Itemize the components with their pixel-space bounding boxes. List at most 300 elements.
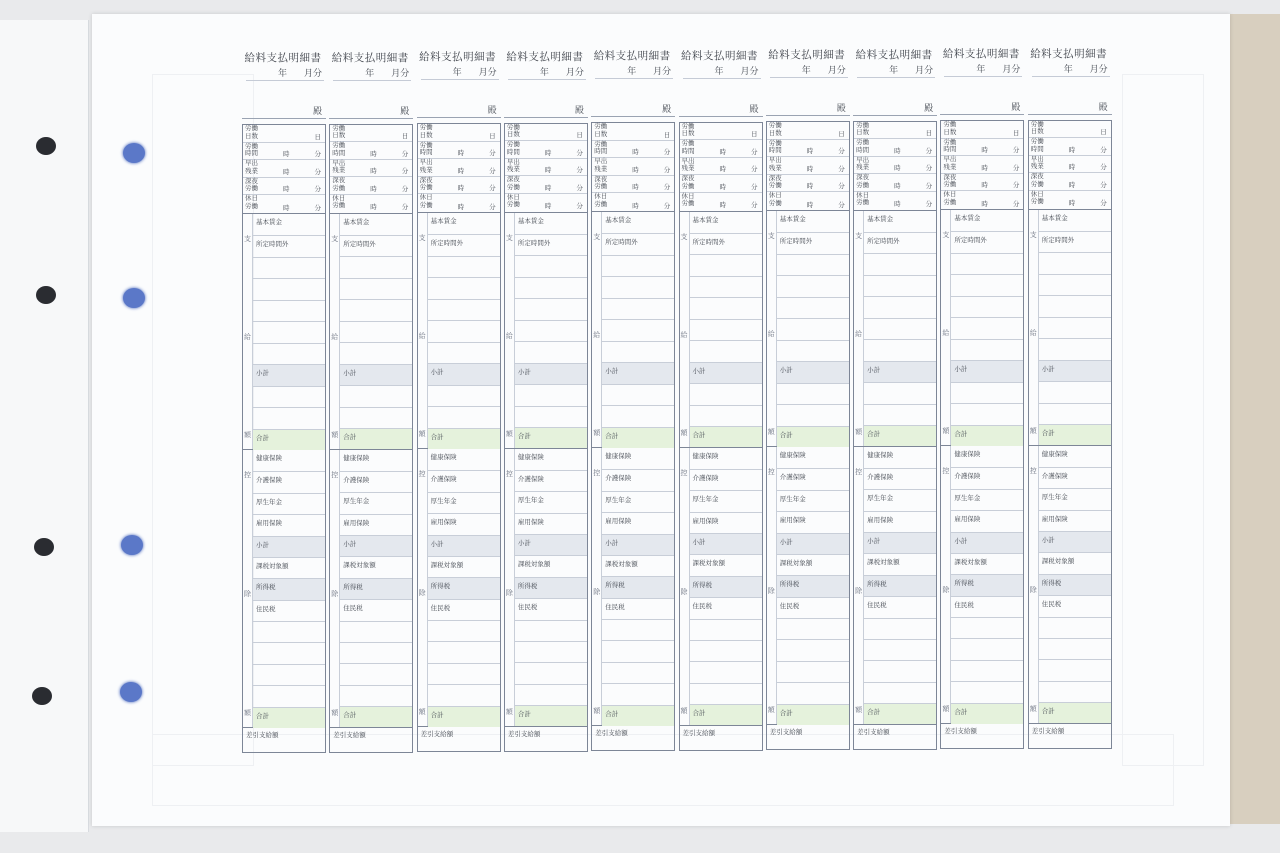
form-row <box>777 426 849 447</box>
attendance-row <box>418 142 500 160</box>
row-label: 小計 <box>605 538 619 547</box>
row-label: 住民税 <box>779 601 800 610</box>
form-row <box>951 210 1023 231</box>
form-row <box>340 706 412 727</box>
attendance-row <box>767 175 849 193</box>
section-side-label: 額 <box>418 708 426 716</box>
form-row <box>515 705 587 726</box>
row-label: 厚生年金 <box>430 496 457 505</box>
form-row <box>864 703 936 724</box>
attendance-block <box>329 124 413 214</box>
form-row <box>864 318 936 339</box>
form-row <box>428 320 500 341</box>
form-row <box>253 621 325 642</box>
form-row <box>951 510 1023 531</box>
recipient-name-field <box>766 101 850 116</box>
honorific-label: 殿 <box>836 104 846 114</box>
section-side-label: 額 <box>942 427 950 435</box>
form-row <box>690 576 762 597</box>
row-label: 課税対象額 <box>692 559 725 568</box>
net-pay-field <box>329 728 413 753</box>
binding-hole <box>121 535 143 555</box>
attendance-unit: 分 <box>1100 199 1107 208</box>
form-row <box>1039 381 1111 402</box>
attendance-unit: 時 <box>544 183 552 192</box>
form-row <box>428 620 500 641</box>
form-row <box>777 704 849 725</box>
attendance-label: 労働日数 <box>506 122 520 138</box>
attendance-unit: 分 <box>314 185 321 194</box>
attendance-block <box>504 123 588 213</box>
form-row <box>690 490 762 511</box>
deduction-section <box>591 448 675 726</box>
deduction-section <box>504 449 588 727</box>
deduction-section <box>329 450 413 728</box>
row-label: 雇用保険 <box>256 519 282 528</box>
row-label: 厚生年金 <box>256 497 282 506</box>
form-row <box>428 385 500 406</box>
form-row <box>602 276 674 297</box>
form-row <box>777 575 849 596</box>
form-row <box>1039 574 1111 595</box>
attendance-unit: 時 <box>544 148 552 157</box>
slip-title: 給料支払明細書 <box>855 48 933 61</box>
form-row <box>777 232 849 253</box>
attendance-unit: 分 <box>663 201 671 210</box>
row-label: 厚生年金 <box>779 494 806 503</box>
form-row <box>515 684 587 705</box>
attendance-row <box>243 178 325 196</box>
row-label: 健康保険 <box>256 454 282 462</box>
net-pay-label: 差引支給額 <box>246 731 279 739</box>
attendance-row <box>767 192 849 210</box>
attendance-label: 労働時間 <box>332 141 346 157</box>
year-label: 年 <box>539 67 549 78</box>
form-row <box>690 661 762 682</box>
row-label: 厚生年金 <box>692 495 719 504</box>
attendance-unit: 時 <box>457 149 465 158</box>
row-label: 厚生年金 <box>343 497 370 506</box>
form-row <box>690 340 762 361</box>
form-row <box>428 577 500 598</box>
section-side-label: 支 <box>418 234 426 242</box>
row-label: 所定時間外 <box>605 238 638 247</box>
net-pay-field <box>504 727 588 752</box>
row-label: 合計 <box>517 432 531 441</box>
row-label: 合計 <box>605 431 619 440</box>
net-pay-label: 差引支給額 <box>944 727 977 735</box>
form-row <box>777 275 849 296</box>
recipient-name-field <box>591 102 675 117</box>
section-side-label: 控 <box>331 470 339 479</box>
form-row <box>1039 638 1111 659</box>
row-label: 所定時間外 <box>954 236 987 245</box>
row-label: 住民税 <box>867 601 887 610</box>
row-label: 雇用保険 <box>867 515 894 524</box>
attendance-label: 労働時間 <box>768 138 782 155</box>
attendance-unit: 時 <box>632 165 639 174</box>
year-month-field <box>683 64 761 79</box>
form-row <box>253 278 325 299</box>
binding-hole <box>32 687 52 705</box>
form-row <box>428 213 500 234</box>
section-side-label: 給 <box>244 333 251 341</box>
attendance-unit: 時 <box>894 146 901 155</box>
attendance-row <box>592 176 674 194</box>
attendance-row <box>505 176 587 194</box>
attendance-row <box>767 157 849 175</box>
attendance-unit: 分 <box>663 148 671 157</box>
attendance-label: 労働日数 <box>245 124 258 140</box>
row-label: 合計 <box>430 432 444 441</box>
row-label: 合計 <box>779 708 793 717</box>
section-side-label: 給 <box>418 332 426 340</box>
form-row <box>253 214 325 235</box>
attendance-label: 労働日数 <box>768 121 782 137</box>
form-row <box>1039 210 1111 231</box>
attendance-row <box>243 125 325 143</box>
attendance-row <box>330 125 412 143</box>
form-row <box>253 257 325 278</box>
attendance-unit: 日 <box>663 130 671 139</box>
form-row <box>428 449 500 470</box>
form-row <box>253 664 325 685</box>
row-label: 介護保険 <box>605 474 632 483</box>
row-label: 雇用保険 <box>430 518 457 527</box>
row-label: 基本賃金 <box>256 218 282 226</box>
form-row <box>340 578 412 599</box>
row-label: 住民税 <box>605 602 625 611</box>
form-row <box>515 662 587 683</box>
form-row <box>864 404 936 425</box>
year-month-field <box>333 66 411 81</box>
attendance-label: 労働日数 <box>856 120 870 136</box>
form-row <box>864 447 936 468</box>
row-label: 小計 <box>954 536 968 545</box>
attendance-label: 労働時間 <box>594 139 608 156</box>
form-row <box>951 253 1023 274</box>
row-label: 雇用保険 <box>605 517 632 526</box>
honorific-label: 殿 <box>662 105 672 115</box>
section-side-label: 額 <box>1029 426 1037 435</box>
form-row <box>864 296 936 317</box>
attendance-row <box>418 159 500 177</box>
form-row <box>515 277 587 298</box>
row-label: 所得税 <box>692 580 712 589</box>
row-label: 所定時間外 <box>779 237 813 246</box>
row-label: 課税対象額 <box>343 561 376 570</box>
row-label: 住民税 <box>954 600 974 609</box>
attendance-row <box>767 140 849 158</box>
section-side-label: 除 <box>942 586 950 594</box>
row-label: 厚生年金 <box>954 493 981 502</box>
section-side-label: 額 <box>767 428 775 436</box>
net-pay-label: 差引支給額 <box>595 729 628 737</box>
form-row <box>1039 360 1111 381</box>
form-row <box>602 555 674 576</box>
attendance-label: 労働時間 <box>681 139 695 155</box>
attendance-row <box>418 124 500 142</box>
payslip-column <box>502 49 588 754</box>
form-row <box>690 683 762 704</box>
form-row <box>951 360 1023 381</box>
form-row <box>253 471 325 492</box>
section-side-label: 額 <box>680 428 688 437</box>
form-row <box>951 317 1023 338</box>
form-row <box>340 621 412 642</box>
row-label: 健康保険 <box>605 452 632 460</box>
attendance-unit: 分 <box>576 202 583 211</box>
form-row <box>515 234 587 255</box>
row-label: 基本賃金 <box>954 214 981 222</box>
form-row <box>1039 295 1111 316</box>
recipient-name-field <box>679 102 763 117</box>
section-side-label: 給 <box>680 330 688 339</box>
binding-hole <box>36 137 56 155</box>
form-row <box>951 274 1023 295</box>
attendance-unit: 時 <box>544 202 552 211</box>
attendance-label: 労働時間 <box>943 137 957 154</box>
attendance-block <box>853 121 937 211</box>
attendance-row <box>330 160 412 178</box>
attendance-unit: 分 <box>751 182 758 191</box>
form-row <box>864 425 936 446</box>
form-row <box>602 619 674 640</box>
row-label: 合計 <box>1041 707 1055 716</box>
form-row <box>690 362 762 383</box>
form-row <box>951 296 1023 317</box>
attendance-block <box>591 122 675 212</box>
attendance-label: 早出残業 <box>419 158 433 174</box>
payslip-column <box>938 46 1024 751</box>
attendance-unit: 分 <box>1100 145 1107 154</box>
form-row <box>1039 659 1111 680</box>
attendance-unit: 分 <box>314 167 321 176</box>
payment-section <box>679 212 763 448</box>
row-label: 小計 <box>867 365 881 374</box>
row-label: 小計 <box>954 365 968 374</box>
attendance-label: 休日労働 <box>419 193 433 209</box>
row-label: 合計 <box>692 709 706 718</box>
row-label: 住民税 <box>517 603 538 612</box>
row-label: 介護保険 <box>256 476 282 485</box>
section-side-label: 控 <box>244 471 251 479</box>
form-row <box>602 469 674 490</box>
attendance-unit: 時 <box>370 184 377 193</box>
month-label: 月分 <box>1002 65 1021 75</box>
section-side-label: 支 <box>767 232 775 240</box>
form-row <box>515 598 587 619</box>
attendance-label: 労働時間 <box>245 141 258 158</box>
form-row <box>515 255 587 276</box>
section-side-label: 支 <box>855 231 863 240</box>
form-row <box>253 600 325 621</box>
form-row <box>1039 317 1111 338</box>
section-side-label: 控 <box>593 469 601 477</box>
section-side-label: 額 <box>331 708 339 717</box>
attendance-unit: 時 <box>283 185 290 194</box>
net-pay-field <box>853 725 937 750</box>
attendance-row <box>680 158 762 176</box>
row-label: 合計 <box>256 711 269 720</box>
attendance-label: 早出残業 <box>594 157 608 173</box>
attendance-unit: 分 <box>751 147 758 156</box>
row-label: 所得税 <box>779 580 800 589</box>
row-label: 合計 <box>343 711 357 720</box>
deduction-section <box>940 446 1024 724</box>
row-label: 小計 <box>692 538 706 547</box>
form-row <box>951 425 1023 446</box>
month-label: 月分 <box>827 66 846 76</box>
year-month-field <box>1032 62 1110 77</box>
row-label: 雇用保険 <box>517 517 544 526</box>
year-month-field <box>857 63 935 78</box>
attendance-label: 深夜労働 <box>1030 172 1044 188</box>
form-row <box>340 278 412 299</box>
attendance-label: 休日労働 <box>768 191 782 207</box>
attendance-unit: 時 <box>806 200 814 209</box>
attendance-label: 深夜労働 <box>594 174 608 191</box>
row-label: 所得税 <box>343 582 363 591</box>
form-row <box>690 512 762 533</box>
form-row <box>340 235 412 256</box>
recipient-name-field <box>417 103 501 118</box>
form-row <box>777 404 849 425</box>
attendance-unit: 時 <box>1068 145 1076 154</box>
section-side-label: 額 <box>244 431 251 439</box>
form-row <box>690 405 762 426</box>
attendance-row <box>680 175 762 193</box>
form-row <box>864 211 936 232</box>
form-row <box>1039 252 1111 273</box>
form-row <box>253 235 325 256</box>
form-row <box>515 427 587 448</box>
form-row <box>253 536 325 557</box>
attendance-row <box>1029 173 1111 191</box>
form-row <box>515 577 587 598</box>
form-row <box>340 471 412 492</box>
form-row <box>340 214 412 235</box>
attendance-unit: 時 <box>719 147 726 156</box>
year-label: 年 <box>976 65 986 75</box>
deduction-section <box>679 448 763 726</box>
row-label: 合計 <box>954 429 968 438</box>
attendance-block <box>679 122 763 212</box>
section-side-label: 除 <box>1029 585 1037 594</box>
payslip-column <box>415 49 501 754</box>
row-label: 所得税 <box>256 583 276 592</box>
attendance-unit: 分 <box>925 164 933 173</box>
attendance-unit: 時 <box>719 201 726 210</box>
attendance-row <box>854 122 936 140</box>
attendance-label: 労働日数 <box>332 123 346 139</box>
attendance-unit: 時 <box>370 149 377 158</box>
row-label: 介護保険 <box>517 474 544 483</box>
form-row <box>253 685 325 706</box>
form-row <box>428 256 500 277</box>
form-row <box>690 319 762 340</box>
section-side-label: 控 <box>1029 466 1037 475</box>
attendance-label: 労働日数 <box>594 122 608 138</box>
attendance-unit: 時 <box>894 164 901 173</box>
row-label: 小計 <box>779 537 793 546</box>
year-month-field <box>421 65 499 80</box>
section-side-label: 額 <box>418 430 426 438</box>
row-label: 合計 <box>430 710 444 719</box>
attendance-unit: 日 <box>401 132 409 141</box>
month-label: 月分 <box>653 67 672 77</box>
attendance-unit: 時 <box>981 199 988 208</box>
payment-section <box>1028 210 1112 446</box>
row-label: 基本賃金 <box>692 215 719 224</box>
recipient-name-field <box>329 104 413 119</box>
year-label: 年 <box>714 66 724 77</box>
section-side-label: 支 <box>593 233 601 241</box>
attendance-unit: 分 <box>925 200 933 209</box>
form-row <box>340 321 412 342</box>
form-row <box>951 467 1023 488</box>
row-label: 課税対象額 <box>256 561 289 570</box>
row-label: 健康保険 <box>343 453 370 462</box>
row-label: 課税対象額 <box>430 560 464 569</box>
year-label: 年 <box>801 66 811 76</box>
form-row <box>951 681 1023 702</box>
row-label: 介護保険 <box>1041 471 1068 480</box>
attendance-row <box>243 143 325 161</box>
form-row <box>864 575 936 596</box>
attendance-label: 労働時間 <box>506 140 520 156</box>
attendance-unit: 時 <box>1068 163 1076 172</box>
section-side-label: 給 <box>331 332 339 341</box>
payslip-column <box>851 47 937 752</box>
attendance-unit: 時 <box>981 163 988 172</box>
payslip-column <box>1026 46 1112 751</box>
form-row <box>515 320 587 341</box>
row-label: 所得税 <box>1041 578 1062 587</box>
attendance-row <box>243 160 325 178</box>
row-label: 基本賃金 <box>867 214 894 223</box>
row-label: 所定時間外 <box>517 238 551 247</box>
form-row <box>428 663 500 684</box>
form-row <box>1039 595 1111 616</box>
row-label: 基本賃金 <box>779 215 806 223</box>
section-side-label: 控 <box>855 467 863 476</box>
form-row <box>515 641 587 662</box>
honorific-label: 殿 <box>1011 103 1021 113</box>
attendance-unit: 分 <box>838 182 845 191</box>
payment-section <box>417 213 501 449</box>
section-side-label: 額 <box>593 707 601 715</box>
form-row <box>602 512 674 533</box>
row-label: 小計 <box>517 367 531 376</box>
attendance-label: 休日労働 <box>1030 189 1044 206</box>
attendance-label: 早出残業 <box>943 155 957 171</box>
form-row <box>1039 274 1111 295</box>
attendance-unit: 日 <box>838 129 845 138</box>
recipient-name-field <box>1028 100 1112 115</box>
binding-hole <box>120 682 142 702</box>
form-row <box>602 640 674 661</box>
section-side-label: 給 <box>855 329 863 338</box>
form-row <box>864 275 936 296</box>
form-row <box>253 578 325 599</box>
attendance-row <box>680 140 762 158</box>
show-through-grid <box>1122 74 1204 766</box>
form-row <box>340 342 412 363</box>
row-label: 健康保険 <box>954 450 981 458</box>
form-row <box>515 406 587 427</box>
form-row <box>253 707 325 728</box>
